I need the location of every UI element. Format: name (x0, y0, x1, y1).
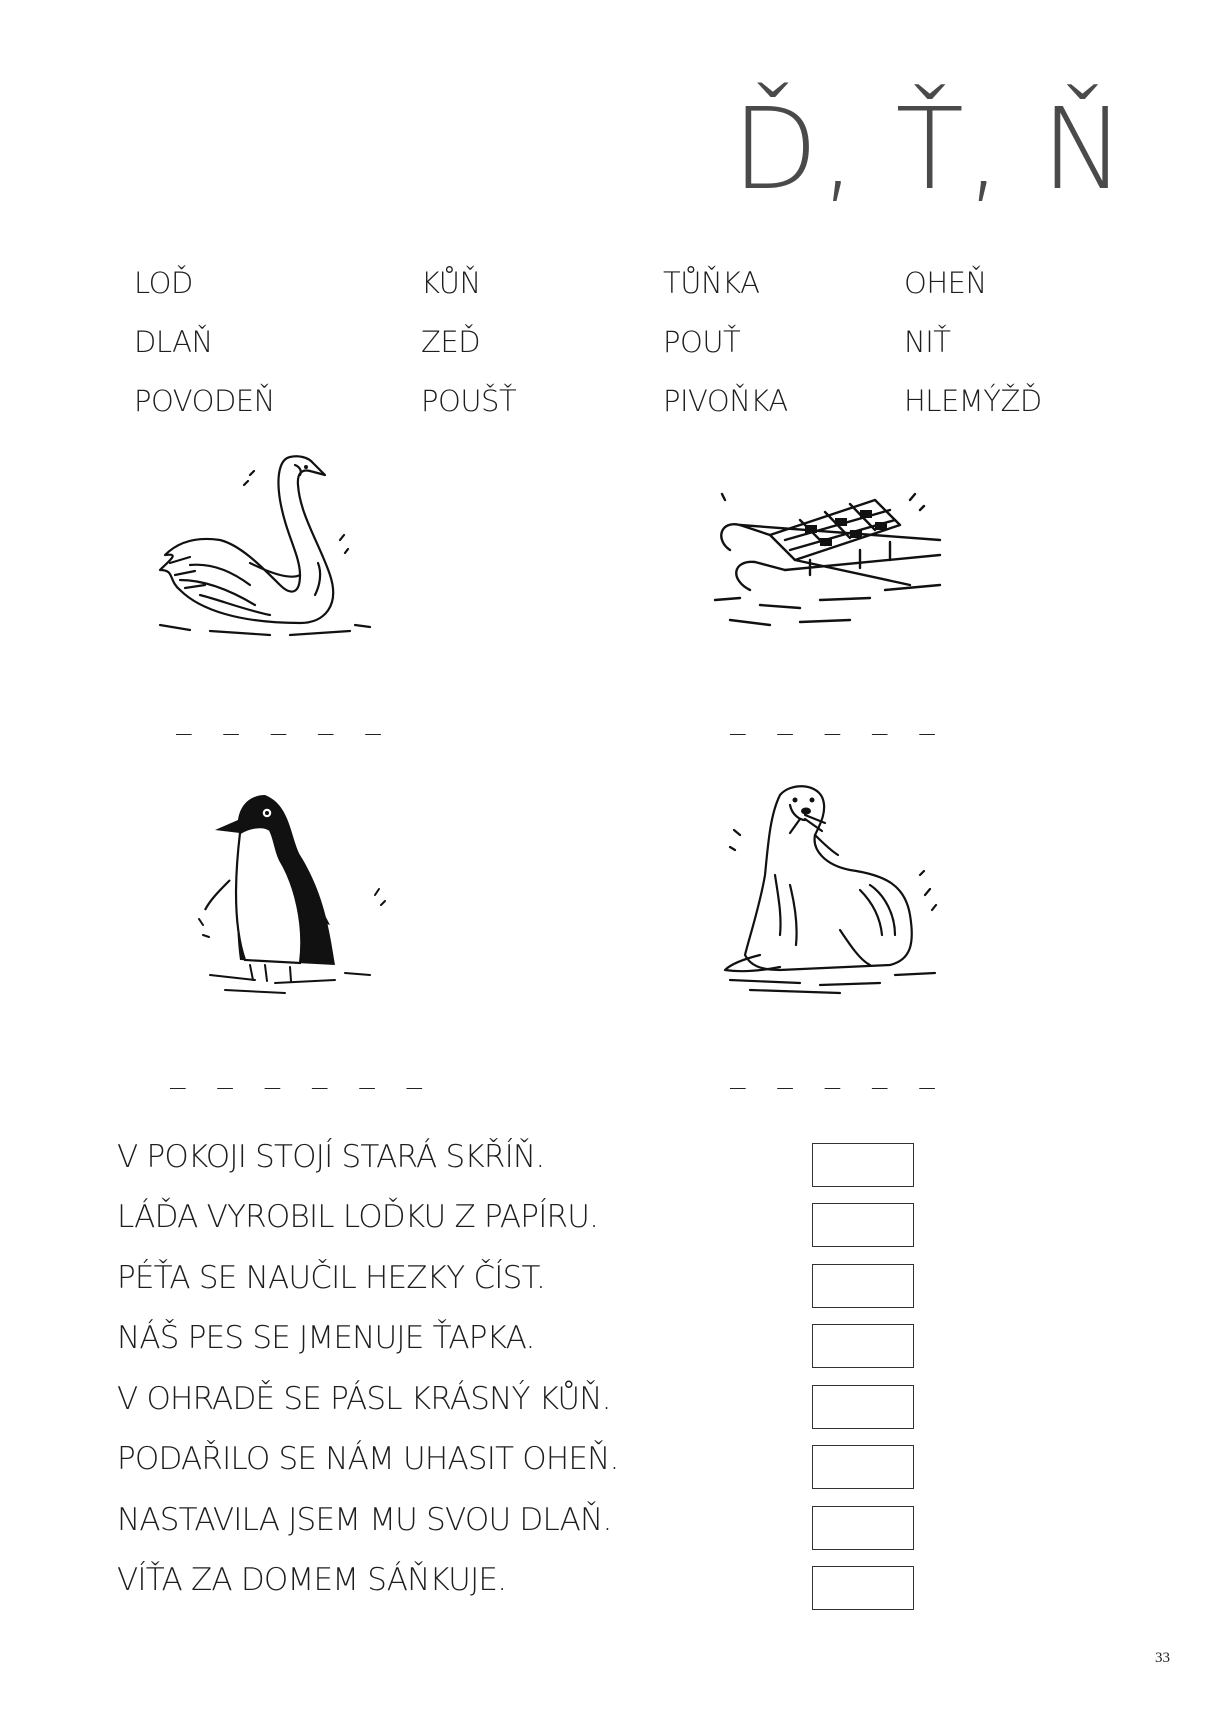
answer-box[interactable] (812, 1445, 914, 1489)
sentence-item: PODAŘILO SE NÁM UHASIT OHEŇ. (117, 1441, 619, 1477)
answer-box[interactable] (812, 1143, 914, 1187)
word-item: LOĎ (134, 266, 193, 300)
sentence-item: NASTAVILA JSEM MU SVOU DLAŇ. (117, 1502, 612, 1538)
penguin-icon (195, 785, 395, 1000)
swan-icon (150, 445, 380, 645)
answer-box[interactable] (812, 1566, 914, 1610)
answer-box[interactable] (812, 1506, 914, 1550)
word-item: POUŠŤ (421, 384, 517, 418)
seal-icon (720, 775, 950, 1000)
page-title: Ď, Ť, Ň (732, 85, 1127, 215)
sentence-item: PÉŤA SE NAUČIL HEZKY ČÍST. (117, 1260, 546, 1296)
answer-box[interactable] (812, 1264, 914, 1308)
word-item: POUŤ (663, 325, 741, 359)
word-item: OHEŇ (904, 266, 987, 300)
word-item: POVODEŇ (134, 384, 275, 418)
answer-blank: _ _ _ _ _ _ (170, 1060, 431, 1090)
answer-box[interactable] (812, 1324, 914, 1368)
word-item: TŮŇKA (663, 266, 760, 300)
sentence-item: LÁĎA VYROBIL LOĎKU Z PAPÍRU. (117, 1199, 599, 1235)
answer-box[interactable] (812, 1385, 914, 1429)
answer-blank: _ _ _ _ _ (176, 706, 389, 736)
word-item: PIVOŇKA (663, 384, 788, 418)
page-number: 33 (1155, 1650, 1170, 1666)
word-item: ZEĎ (421, 325, 481, 359)
sled-icon (710, 480, 950, 640)
word-item: HLEMÝŽĎ (904, 384, 1042, 418)
answer-box[interactable] (812, 1203, 914, 1247)
sentence-item: NÁŠ PES SE JMENUJE ŤAPKA. (117, 1320, 535, 1356)
sentence-item: V OHRADĚ SE PÁSL KRÁSNÝ KŮŇ. (117, 1381, 611, 1417)
sentence-item: VÍŤA ZA DOMEM SÁŇKUJE. (117, 1562, 507, 1598)
answer-blank: _ _ _ _ _ (730, 706, 943, 736)
word-item: DLAŇ (134, 325, 213, 359)
word-item: KŮŇ (421, 266, 481, 300)
sentence-item: V POKOJI STOJÍ STARÁ SKŘÍŇ. (117, 1139, 545, 1175)
answer-blank: _ _ _ _ _ (730, 1060, 943, 1090)
word-item: NIŤ (904, 325, 951, 359)
